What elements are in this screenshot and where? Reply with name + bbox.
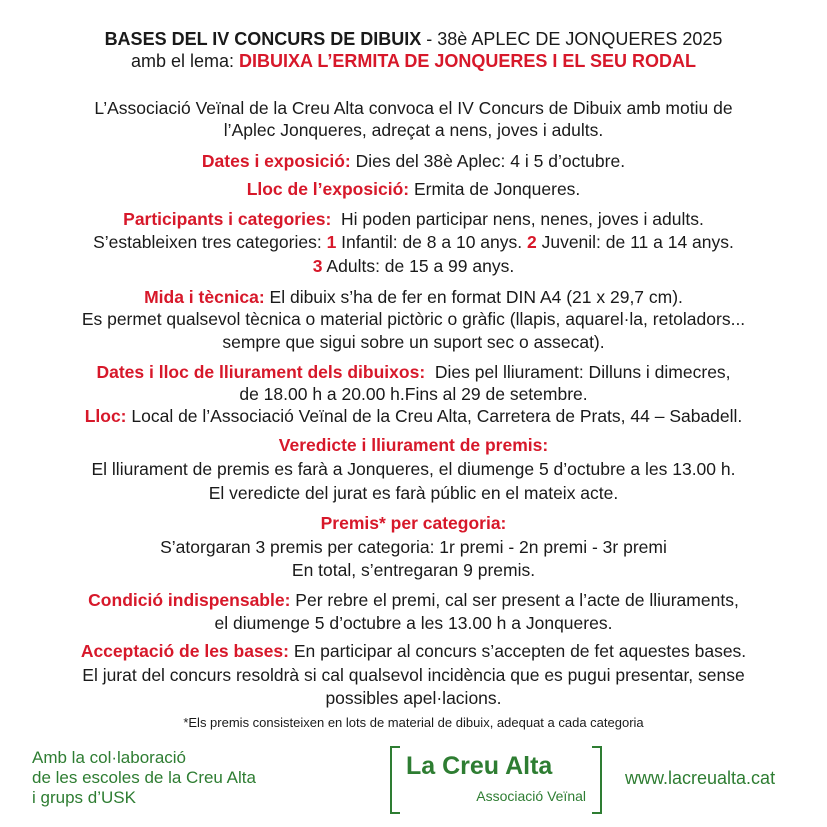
rules-line [0, 640, 827, 662]
text-segment: En participar al concurs s’accepten de fet aquestes bases. [288, 641, 747, 661]
text-segment: S’estableixen tres categories: [93, 232, 327, 252]
rules-line [0, 536, 827, 558]
rules-line [0, 383, 827, 405]
text-segment: El veredicte del jurat es farà públic en el mateix acte. [208, 483, 619, 503]
text-segment: Infantil: de 8 a 10 anys. [336, 232, 527, 252]
collaboration-note [32, 748, 256, 808]
text-segment: amb el lema: [130, 51, 239, 71]
heading-line [0, 28, 827, 50]
section-label: Veredicte i lliurament de premis: [278, 435, 549, 455]
text-segment: Juvenil: de 11 a 14 anys. [536, 232, 734, 252]
rules-line [0, 482, 827, 504]
section-label: DIBUIXA L’ERMITA DE JONQUERES I EL SEU RODAL [238, 51, 697, 71]
rules-line [0, 559, 827, 581]
rules-line [0, 589, 827, 611]
heading-line [0, 50, 827, 72]
section-label: Dates i exposició: [201, 151, 351, 171]
text-segment: El jurat del concurs resoldrà si cal qualsevol incidència que es pugui presentar, sense [82, 665, 745, 685]
section-label: 2 [526, 232, 537, 252]
text-segment: *Els premis consisteixen en lots de material de dibuix, adequat a cada categoria [183, 715, 644, 730]
text-segment: Local de l’Associació Veïnal de la Creu Alta, Carretera de Prats, 44 – Sabadell. [126, 406, 743, 426]
text-segment: sempre que sigui sobre un suport sec o assecat). [222, 332, 605, 352]
text-segment: El lliurament de premis es farà a Jonqueres, el diumenge 5 d’octubre a les 13.00 h. [91, 459, 736, 479]
text-segment: Adults: de 15 a 99 anys. [322, 256, 515, 276]
website-link[interactable]: www.lacreualta.cat [625, 768, 776, 788]
rules-line [0, 178, 827, 200]
rules-line [0, 512, 827, 534]
rules-line [0, 687, 827, 709]
text-segment: l’Aplec Jonqueres, adreçat a nens, joves i adults. [223, 120, 604, 140]
logo-name: La Creu Alta [406, 752, 553, 780]
text-segment: de 18.00 h a 20.00 h.Fins al 29 de setembre. [239, 384, 588, 404]
collaboration-line: de les escoles de la Creu Alta [32, 768, 256, 787]
text-segment: Es permet qualsevol tècnica o material pictòric o gràfic (llapis, aquarel·la, retoladors... [81, 309, 746, 329]
section-label: Acceptació de les bases: [80, 641, 289, 661]
rules-line [0, 458, 827, 480]
rules-line [0, 664, 827, 686]
rules-line [0, 231, 827, 253]
rules-line [0, 308, 827, 330]
section-label: 3 [312, 256, 323, 276]
text-segment: En total, s’entregaran 9 premis. [291, 560, 536, 580]
text-segment: Ermita de Jonqueres. [409, 179, 581, 199]
section-label: Condició indispensable: [88, 590, 291, 610]
rules-line [0, 361, 827, 383]
section-label: Mida i tècnica: [144, 287, 265, 307]
rules-line [0, 434, 827, 456]
text-segment: L’Associació Veïnal de la Creu Alta convoca el IV Concurs de Dibuix amb motiu de [94, 98, 733, 118]
logo-left-bracket [390, 746, 400, 814]
text-segment: el diumenge 5 d’octubre a les 13.00 h a Jonqueres. [214, 613, 613, 633]
rules-line [0, 255, 827, 277]
text-segment: El dibuix s’ha de fer en format DIN A4 (21 x 29,7 cm). [264, 287, 683, 307]
section-label: Lloc de l’exposició: [246, 179, 410, 199]
rules-line [0, 97, 827, 119]
logo-right-bracket [592, 746, 602, 814]
text-segment: BASES DEL IV CONCURS DE DIBUIX [104, 29, 422, 49]
text-segment: S’atorgaran 3 premis per categoria: 1r premi - 2n premi - 3r premi [160, 537, 667, 557]
collaboration-line: i grups d’USK [32, 788, 136, 807]
collaboration-line: Amb la col·laboració [32, 748, 187, 767]
rules-line [0, 150, 827, 172]
la-creu-alta-logo [390, 746, 602, 812]
rules-line [0, 612, 827, 634]
section-label: Participants i categories: [123, 209, 332, 229]
text-segment: Per rebre el premi, cal ser present a l’acte de lliuraments, [290, 590, 739, 610]
rules-line [0, 286, 827, 308]
rules-line [0, 331, 827, 353]
section-label: Lloc: [84, 406, 127, 426]
text-segment: possibles apel·lacions. [325, 688, 502, 708]
section-label: 1 [326, 232, 337, 252]
footnote [0, 712, 827, 734]
text-segment: - 38è APLEC DE JONQUERES 2025 [421, 29, 723, 49]
text-segment: Dies del 38è Aplec: 4 i 5 d’octubre. [350, 151, 626, 171]
text-segment: Hi poden participar nens, nenes, joves i adults. [331, 209, 704, 229]
rules-line [0, 119, 827, 141]
rules-line [0, 208, 827, 230]
logo-subtitle: Associació Veïnal [476, 788, 586, 804]
section-label: Premis* per categoria: [320, 513, 507, 533]
text-segment: Dies pel lliurament: Dilluns i dimecres, [425, 362, 731, 382]
section-label: Dates i lloc de lliurament dels dibuixos: [96, 362, 426, 382]
rules-line [0, 405, 827, 427]
